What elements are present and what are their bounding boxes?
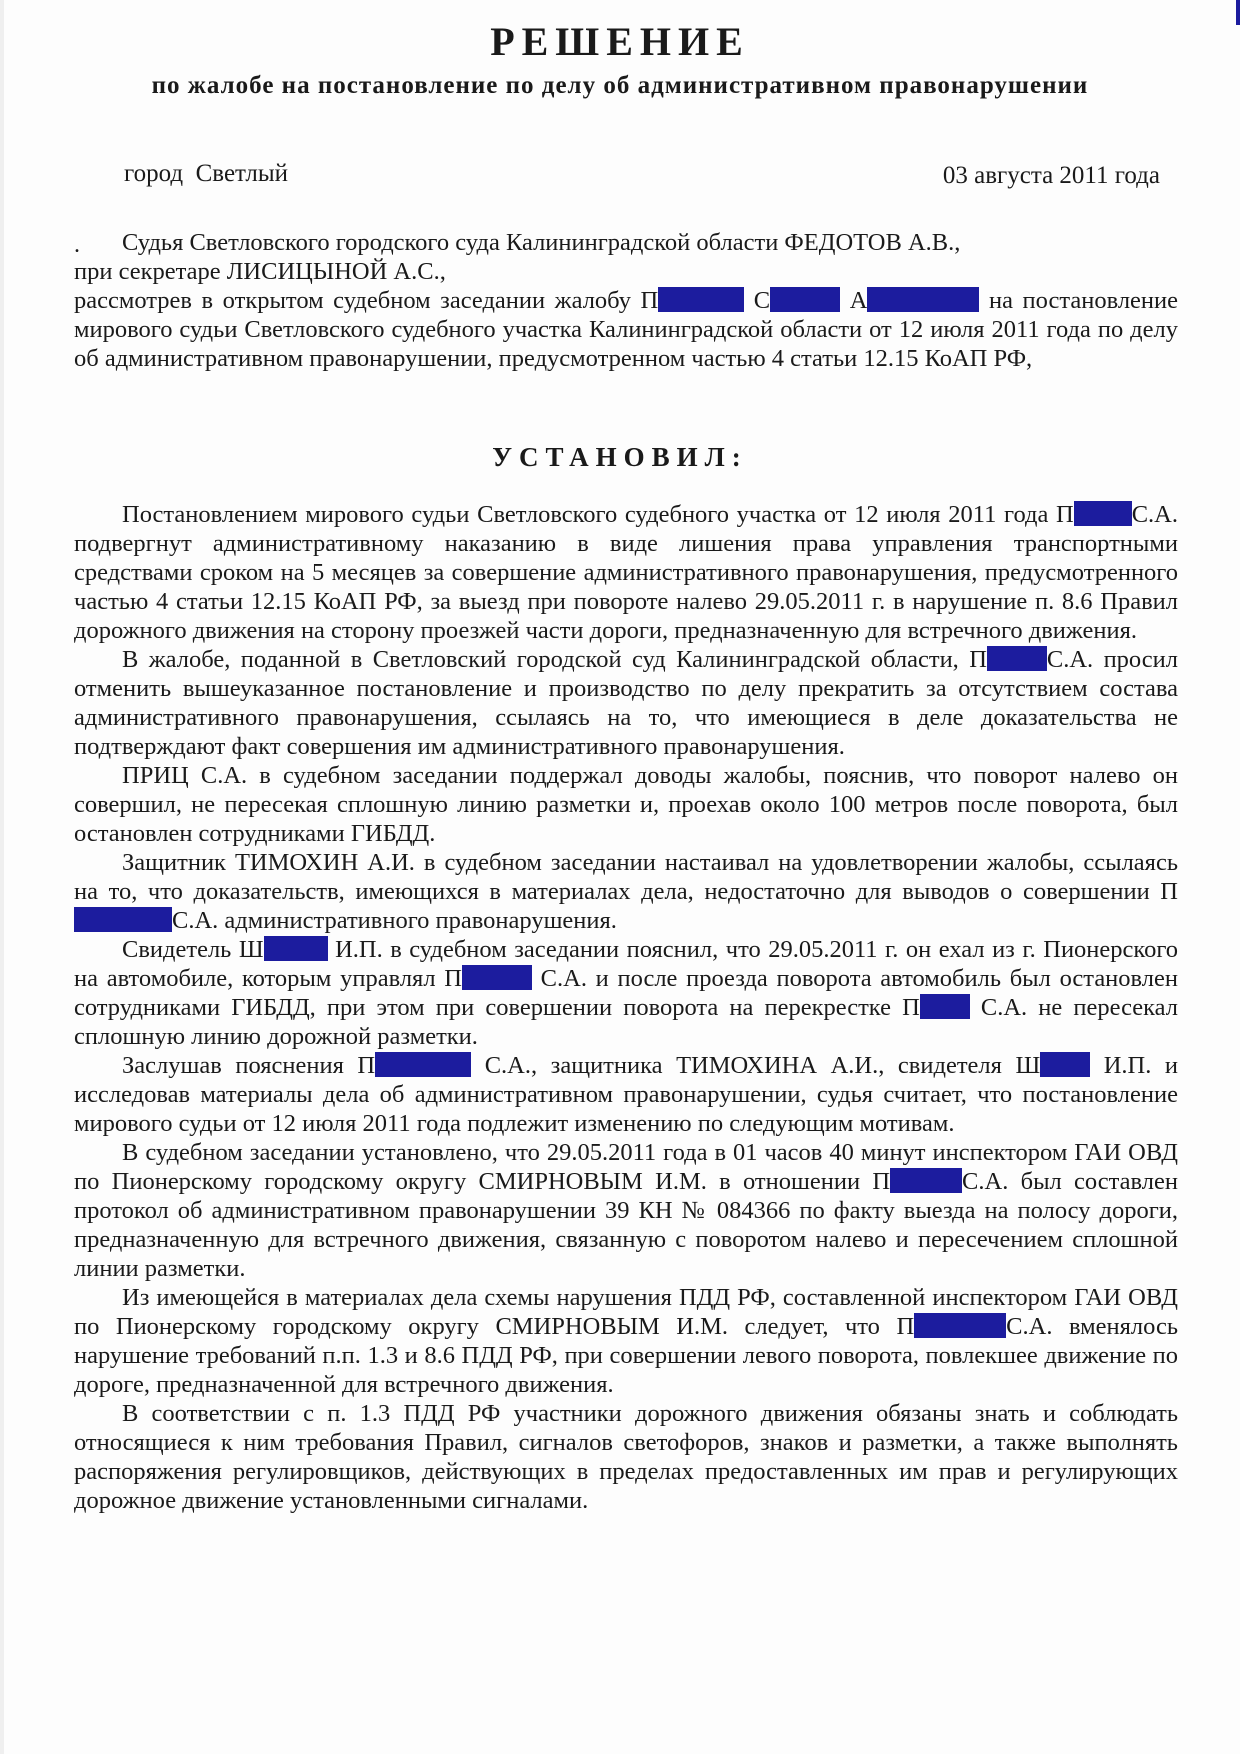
paragraph-witness-testimony: Свидетель Ш И.П. в судебном заседании пояснил, что 29.05.2011 г. он ехал из г. Пионерского на автомобиле, которым управлял П С.А. и после проезда поворота автомобиль был остановлен сотрудниками ГИБДД, при этом при совершении поворота на перекрестке П С.А. не пересекал сплошную линию дорожной разметки. (74, 936, 1179, 1050)
redaction-mark (914, 1313, 1006, 1338)
intro-considered-paragraph: рассмотрев в открытом судебном заседании жалобу П С А на постановление мирового судьи Светловского судебного участка Калининградской области от 12 июля 2011 года по делу об административном правонарушении, предусмотренном частью 4 статьи 12.15 КоАП РФ, (74, 287, 1179, 372)
redaction-mark (1040, 1052, 1090, 1077)
redaction-mark (890, 1168, 962, 1193)
main-text (74, 500, 1178, 1515)
intro-judge-line: Судья Светловского городского суда Калининградской области ФЕДОТОВ А.В., (122, 229, 961, 256)
paragraph-violation-scheme: Из имеющейся в материалах дела схемы нарушения ПДД РФ, составленной инспектором ГАИ ОВД по Пионерскому городскому округу СМИРНОВЫМ И.М. следует, что П С.А. вменялось нарушение требований п.п. 1.3 и 8.6 ПДД РФ, при совершении левого поворота, повлекшее движение по дороге, предназначенной для встречного движения. (74, 1284, 1179, 1398)
place-of-decision: город Светлый (124, 160, 289, 187)
paragraph-complaint: В жалобе, поданной в Светловский городской суд Калининградской области, П С.А. просил отменить вышеуказанное постановление и производство по делу прекратить за отсутствием состава административного правонарушения, ссылаясь на то, что имеющиеся в деле доказательства не подтверждают факт совершения им административного правонарушения. (74, 646, 1179, 760)
section-heading-established: УСТАНОВИЛ: (492, 442, 748, 472)
redaction-mark (264, 936, 328, 961)
document-subtitle: по жалобе на постановление по делу об административном правонарушении (151, 72, 1089, 99)
document-title: РЕШЕНИЕ (490, 19, 750, 64)
redaction-mark (375, 1052, 471, 1077)
redaction-mark (867, 287, 979, 312)
paragraph-appellant-position: ПРИЦ С.А. в судебном заседании поддержал доводы жалобы, пояснив, что поворот налево он совершил, не пересекая сплошную линию разметки и, проехав около 100 метров после поворота, был остановлен сотрудниками ГИБДД. (74, 762, 1178, 847)
redaction-mark (658, 287, 744, 312)
intro-secretary-line: при секретаре ЛИСИЦЫНОЙ А.С., (74, 258, 446, 285)
intro-block (74, 228, 1178, 373)
redaction-mark (74, 907, 172, 932)
redaction-mark (770, 287, 840, 312)
stray-dot: . (74, 232, 80, 258)
paragraph-defender-position: Защитник ТИМОХИН А.И. в судебном заседании настаивал на удовлетворении жалобы, ссылаясь на то, что доказательств, имеющихся в материалах дела, недостаточно для выводов о совершении ПС.А. административного правонарушения. (74, 849, 1178, 934)
redaction-mark (1074, 501, 1132, 526)
paragraph-resolution: Постановлением мирового судьи Светловского судебного участка от 12 июля 2011 года П С.А. подвергнут административному наказанию в виде лишения права управления транспортными средствами сроком на 5 месяцев за совершение административного правонарушения, предусмотренного частью 4 статьи 12.15 КоАП РФ, за выезд при повороте налево 29.05.2011 г. в нарушение п. 8.6 Правил дорожного движения на сторону проезжей части дороги, предназначенную для встречного движения. (74, 501, 1178, 644)
page-edge-left (0, 0, 4, 1754)
redaction-mark (987, 646, 1047, 671)
redaction-mark (462, 965, 532, 990)
paragraph-traffic-rules: В соответствии с п. 1.3 ПДД РФ участники дорожного движения обязаны знать и соблюдать относящиеся к ним требования Правил, сигналов светофоров, знаков и разметки, а также выполнять распоряжения регулировщиков, действующих в пределах предоставленных им прав и регулирующих дорожное движение установленными сигналами. (74, 1400, 1178, 1514)
redaction-mark (920, 994, 970, 1019)
paragraph-protocol: В судебном заседании установлено, что 29.05.2011 года в 01 часов 40 минут инспектором ГАИ ОВД по Пионерскому городскому округу СМИРНОВЫМ И.М. в отношении П С.А. был составлен протокол об административном правонарушении 39 КН № 084366 по факту выезда на полосу дороги, предназначенную для встречного движения, связанную с поворотом налево и пересечением сплошной линии разметки. (74, 1139, 1179, 1282)
paragraph-court-assessment: Заслушав пояснения П С.А., защитника ТИМОХИНА А.И., свидетеля Ш И.П. и исследовав материалы дела об административном правонарушении, судья считает, что постановление мирового судьи от 12 июля 2011 года подлежит изменению по следующим мотивам. (74, 1052, 1179, 1137)
decision-date: 03 августа 2011 года (942, 162, 1160, 189)
